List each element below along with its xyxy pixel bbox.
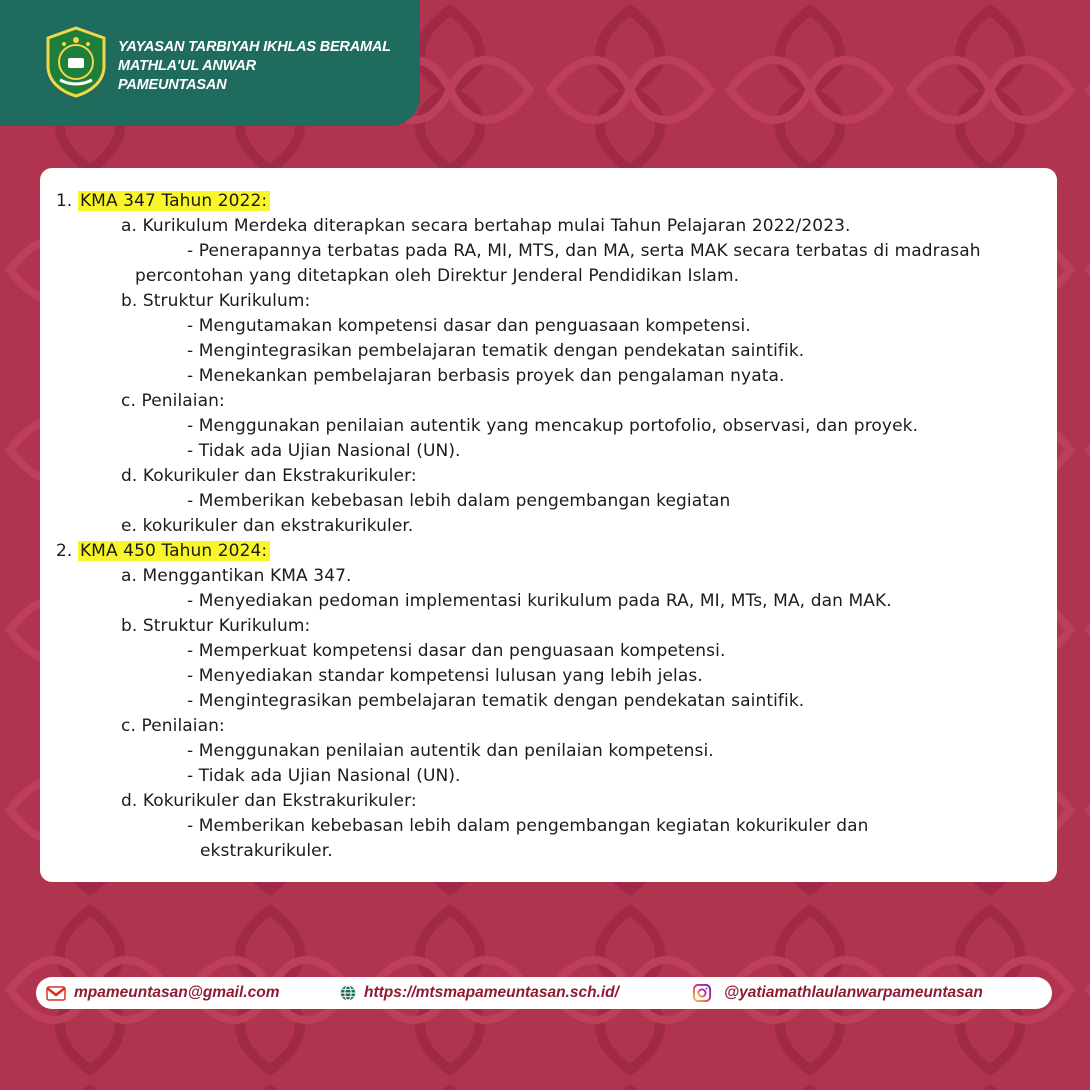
section-1-heading <box>56 190 270 212</box>
s2-item-c-bullet-2: - Tidak ada Ujian Nasional (UN). <box>187 766 461 786</box>
globe-icon <box>338 984 358 1002</box>
s1-item-c: c. Penilaian: <box>121 391 225 411</box>
s2-item-b-bullet-2: - Menyediakan standar kompetensi lulusan yang lebih jelas. <box>187 666 703 686</box>
content-card <box>40 168 1057 882</box>
s2-item-b-bullet-1: - Memperkuat kompetensi dasar dan penguasaan kompetensi. <box>187 641 726 661</box>
s1-item-b: b. Struktur Kurikulum: <box>121 291 311 311</box>
s2-item-a-bullet-1: - Menyediakan pedoman implementasi kurikulum pada RA, MI, MTs, MA, dan MAK. <box>187 591 892 611</box>
organization-name <box>118 38 391 95</box>
s1-item-c-bullet-1: - Menggunakan penilaian autentik yang mencakup portofolio, observasi, dan proyek. <box>187 416 919 436</box>
s1-item-b-bullet-2: - Mengintegrasikan pembelajaran tematik dengan pendekatan saintifik. <box>187 341 805 361</box>
s1-item-c-bullet-2: - Tidak ada Ujian Nasional (UN). <box>187 441 461 461</box>
s1-item-d-bullet-1: - Memberikan kebebasan lebih dalam pengembangan kegiatan <box>187 491 731 511</box>
s2-item-c-bullet-1: - Menggunakan penilaian autentik dan penilaian kompetensi. <box>187 741 714 761</box>
s2-item-d: d. Kokurikuler dan Ekstrakurikuler: <box>121 791 417 811</box>
org-line-1: YAYASAN TARBIYAH IKHLAS BERAMAL <box>118 39 391 55</box>
section-1-title: KMA 347 Tahun 2022: <box>78 191 270 211</box>
s2-item-c: c. Penilaian: <box>121 716 225 736</box>
website-link[interactable]: https://mtsmapameuntasan.sch.id/ <box>364 984 619 1001</box>
email-link[interactable]: mpameuntasan@gmail.com <box>74 984 280 1001</box>
instagram-icon <box>692 984 712 1002</box>
section-2-title: KMA 450 Tahun 2024: <box>78 541 270 561</box>
s2-item-a: a. Menggantikan KMA 347. <box>121 566 352 586</box>
s1-item-e: e. kokurikuler dan ekstrakurikuler. <box>121 516 414 536</box>
section-2-heading <box>56 540 270 562</box>
foundation-logo-icon <box>42 26 110 98</box>
s1-item-b-bullet-1: - Mengutamakan kompetensi dasar dan penguasaan kompetensi. <box>187 316 751 336</box>
s2-item-d-bullet-1-cont: ekstrakurikuler. <box>200 841 333 861</box>
section-2-number: 2. <box>56 541 73 561</box>
s1-item-a-bullet-1: - Penerapannya terbatas pada RA, MI, MTS, dan MA, serta MAK secara terbatas di madrasah <box>187 241 981 261</box>
s1-item-a-bullet-1-cont: percontohan yang ditetapkan oleh Direktur Jenderal Pendidikan Islam. <box>135 266 740 286</box>
s1-item-a: a. Kurikulum Merdeka diterapkan secara bertahap mulai Tahun Pelajaran 2022/2023. <box>121 216 851 236</box>
section-1-number: 1. <box>56 191 73 211</box>
s1-item-d: d. Kokurikuler dan Ekstrakurikuler: <box>121 466 417 486</box>
header-banner <box>0 0 420 126</box>
instagram-handle-link[interactable]: @yatiamathlaulanwarpameuntasan <box>724 984 983 1001</box>
org-line-2: MATHLA'UL ANWAR <box>118 58 256 74</box>
s2-item-b: b. Struktur Kurikulum: <box>121 616 311 636</box>
gmail-icon <box>46 984 66 1002</box>
contact-footer <box>36 977 1052 1009</box>
s1-item-b-bullet-3: - Menekankan pembelajaran berbasis proyek dan pengalaman nyata. <box>187 366 785 386</box>
org-line-3: PAMEUNTASAN <box>118 77 227 93</box>
s2-item-d-bullet-1: - Memberikan kebebasan lebih dalam pengembangan kegiatan kokurikuler dan <box>187 816 869 836</box>
s2-item-b-bullet-3: - Mengintegrasikan pembelajaran tematik dengan pendekatan saintifik. <box>187 691 805 711</box>
